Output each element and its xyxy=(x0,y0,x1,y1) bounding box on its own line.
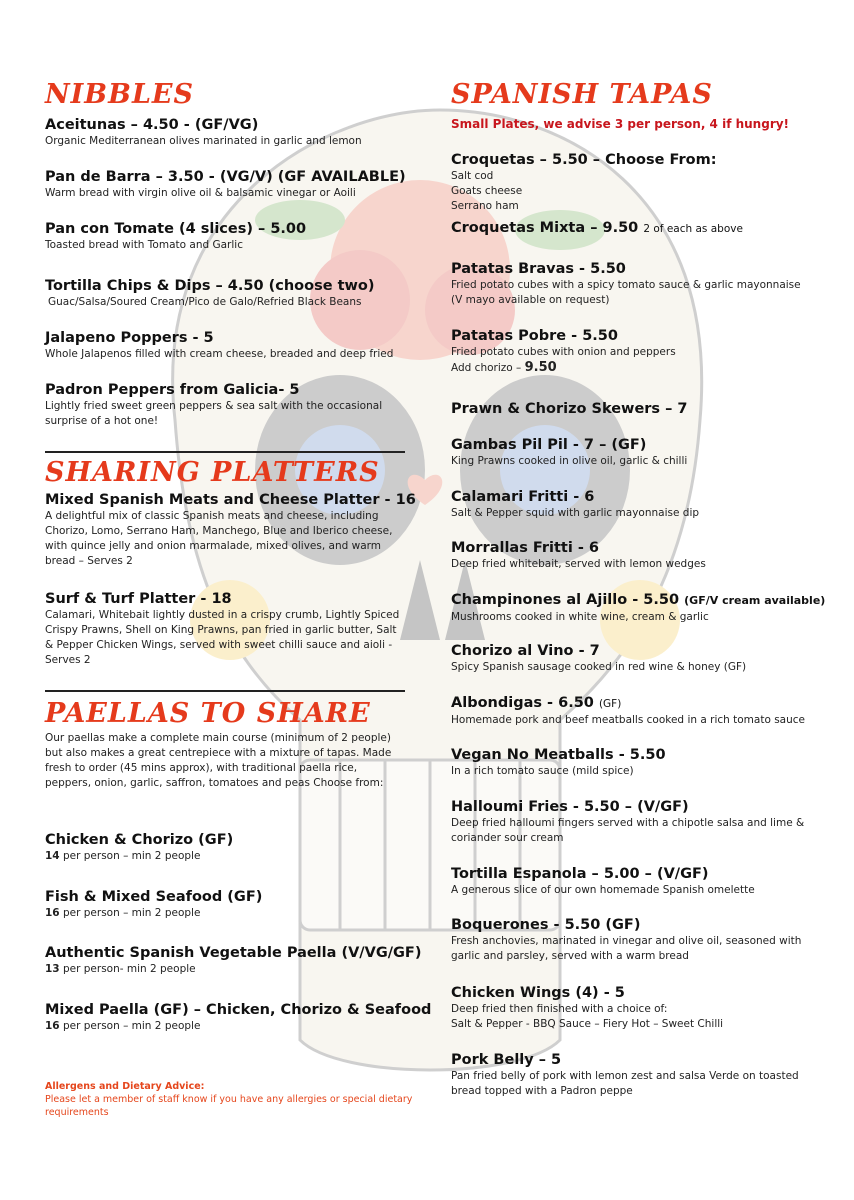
tapas-heading: SPANISH TAPAS xyxy=(451,79,713,110)
menu-item: Champinones al Ajillo - 5.50 (GF/V cream available) Mushrooms cooked in white wine, cream & garlic xyxy=(451,592,826,623)
menu-item: Patatas Bravas - 5.50 Fried potato cubes with a spicy tomato sauce & garlic mayonnaise (V mayo available on request) xyxy=(451,261,801,306)
menu-item: Prawn & Chorizo Skewers – 7 xyxy=(451,401,688,417)
menu-item: Pan con Tomate (4 slices) – 5.00 Toasted bread with Tomato and Garlic xyxy=(45,221,307,251)
menu-item: Vegan No Meatballs - 5.50 In a rich tomato sauce (mild spice) xyxy=(451,747,666,777)
nibbles-heading: NIBBLES xyxy=(45,79,195,110)
menu-item: Mixed Paella (GF) – Chicken, Chorizo & Seafood 16 per person – min 2 people xyxy=(45,1002,432,1032)
menu-item: Halloumi Fries - 5.50 – (V/GF) Deep fried halloumi fingers served with a chipotle salsa and lime & coriander sour cream xyxy=(451,799,805,844)
menu-item: Croquetas – 5.50 – Choose From: Salt cod Goats cheese Serrano ham xyxy=(451,152,717,212)
menu-item: Mixed Spanish Meats and Cheese Platter - 16 A delightful mix of classic Spanish meats and cheese, including Chorizo, Lomo, Serrano Ham, Manchego, Blue and Iberico cheese, with quince jelly and onion marmalade, mixed olives, and warm bread – Serves 2 xyxy=(45,492,416,567)
menu-item: Chicken & Chorizo (GF) 14 per person – min 2 people xyxy=(45,832,234,862)
paellas-heading: PAELLAS TO SHARE xyxy=(45,698,371,729)
section-divider xyxy=(45,690,405,692)
section-divider xyxy=(45,451,405,453)
tapas-subtitle: Small Plates, we advise 3 per person, 4 if hungry! xyxy=(451,117,790,131)
menu-item: Tortilla Chips & Dips – 4.50 (choose two) Guac/Salsa/Soured Cream/Pico de Galo/Refried Black Beans xyxy=(45,278,375,308)
sharing-heading: SHARING PLATTERS xyxy=(45,457,380,488)
menu-item: Chicken Wings (4) - 5 Deep fried then finished with a choice of: Salt & Pepper - BBQ Sauce – Fiery Hot – Sweet Chilli xyxy=(451,985,724,1030)
menu-item: Boquerones - 5.50 (GF) Fresh anchovies, marinated in vinegar and olive oil, seasoned with garlic and parsley, served with a warm bread xyxy=(451,917,802,962)
menu-item: Albondigas - 6.50 (GF) Homemade pork and beef meatballs cooked in a rich tomato sauce xyxy=(451,695,805,726)
menu-item: Gambas Pil Pil - 7 – (GF) King Prawns cooked in olive oil, garlic & chilli xyxy=(451,437,688,467)
menu-item: Fish & Mixed Seafood (GF) 16 per person – min 2 people xyxy=(45,889,263,919)
menu-item: Morrallas Fritti - 6 Deep fried whitebait, served with lemon wedges xyxy=(451,540,706,570)
menu-item: Calamari Fritti - 6 Salt & Pepper squid with garlic mayonnaise dip xyxy=(451,489,700,519)
menu-item: Patatas Pobre - 5.50 Fried potato cubes with onion and peppers Add chorizo – 9.50 xyxy=(451,328,676,375)
allergy-notice: Allergens and Dietary Advice: Please let a member of staff know if you have any allergies or special dietary requirements xyxy=(45,1081,413,1118)
menu-item: Aceitunas – 4.50 - (GF/VG) Organic Mediterranean olives marinated in garlic and lemon xyxy=(45,117,362,147)
menu-item: Padron Peppers from Galicia- 5 Lightly fried sweet green peppers & sea salt with the occasional surprise of a hot one! xyxy=(45,382,383,427)
menu-item: Pan de Barra – 3.50 - (VG/V) (GF AVAILABLE) Warm bread with virgin olive oil & balsamic vinegar or Aoili xyxy=(45,169,406,199)
paellas-intro: Our paellas make a complete main course (minimum of 2 people) but also makes a great centrepiece with a mixture of tapas. Made fresh to order (45 mins approx), with traditional paella rice, peppers, onion, garlic, saffron, tomatoes and peas Choose from: xyxy=(45,732,392,789)
menu-item: Pork Belly – 5 Pan fried belly of pork with lemon zest and salsa Verde on toasted bread topped with a Padron peppe xyxy=(451,1052,799,1097)
menu-item: Surf & Turf Platter - 18 Calamari, Whitebait lightly dusted in a crispy crumb, Lightly Spiced Crispy Prawns, Shell on King Prawns, pan fried in garlic butter, Salt & Pepper Chicken Wings, served with sweet chilli sauce and aioli - Serves 2 xyxy=(45,591,400,666)
menu-item: Authentic Spanish Vegetable Paella (V/VG/GF) 13 per person- min 2 people xyxy=(45,945,422,975)
menu-item: Croquetas Mixta – 9.50 2 of each as above xyxy=(451,220,743,236)
menu-item: Tortilla Espanola – 5.00 – (V/GF) A generous slice of our own homemade Spanish omelette xyxy=(451,866,755,896)
menu-item: Chorizo al Vino - 7 Spicy Spanish sausage cooked in red wine & honey (GF) xyxy=(451,643,747,673)
menu-item: Jalapeno Poppers - 5 Whole Jalapenos filled with cream cheese, breaded and deep fried xyxy=(45,330,394,360)
